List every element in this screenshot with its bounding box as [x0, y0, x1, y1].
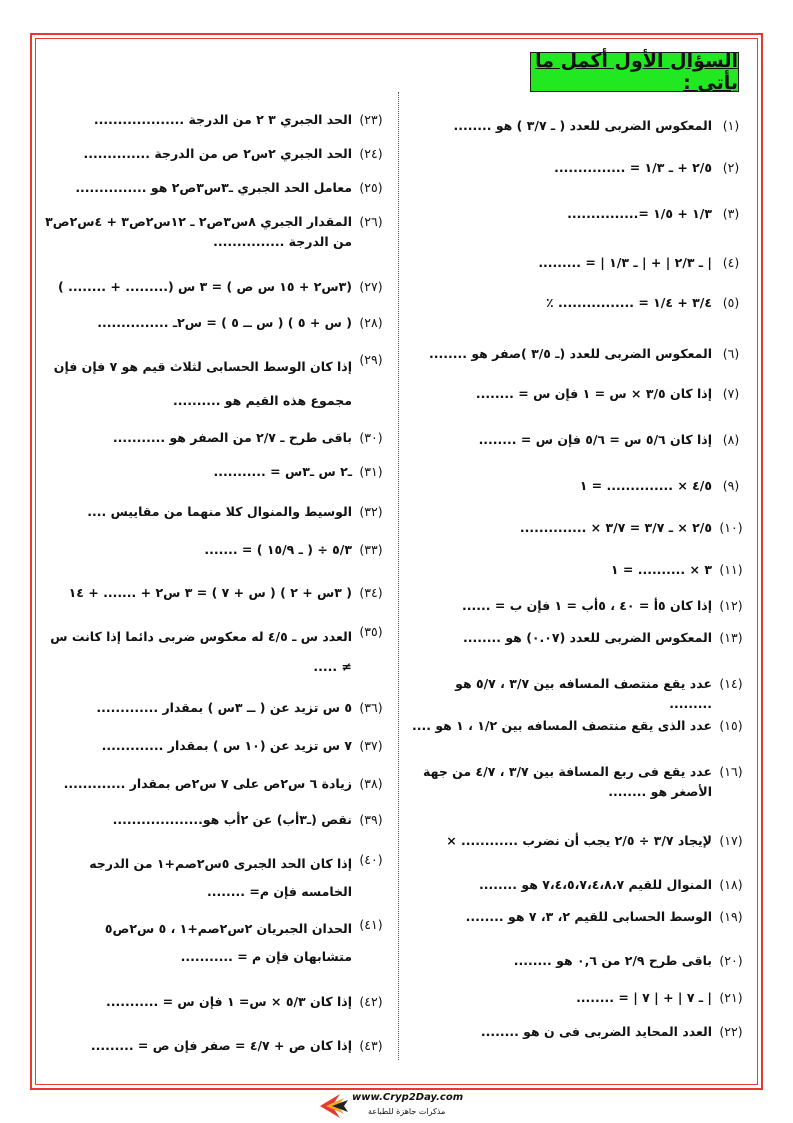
question-item — [42, 622, 390, 682]
item-text: | ـ ٧ | + | ٧ | = ........ — [576, 990, 712, 1005]
question-item — [410, 476, 750, 496]
item-number: (١) — [722, 118, 740, 133]
question-item — [42, 110, 390, 130]
item-text: ( س + ٥ ) ( س ــ ٥ ) = س٢ـ ............... — [97, 315, 352, 330]
question-item — [42, 350, 390, 418]
item-text: الوسيط والمنوال كلا منهما من مقاييس .... — [87, 504, 352, 519]
item-text: | ـ ٢/٣ | + | ـ ١/٣ | = ......... — [538, 255, 712, 270]
item-number: (٢٤) — [359, 146, 383, 161]
item-number: (٣٢) — [359, 504, 383, 519]
item-text: باقى طرح ـ ٢/٧ من الصفر هو ........... — [112, 430, 352, 445]
item-number: (١٤) — [719, 676, 743, 691]
item-text: العدد س ـ ٤/٥ له معكوس ضربى دائما إذا كانت س ≠ ..... — [50, 629, 352, 674]
item-text: عدد الذى يقع منتصف المسافه بين ١/٢ ، ١ هو .... — [411, 718, 712, 733]
item-number: (٣٩) — [359, 812, 383, 827]
item-number: (٢٦) — [359, 214, 383, 229]
question-item — [410, 951, 750, 971]
item-number: (٣٨) — [359, 776, 383, 791]
item-number: (٢٣) — [359, 112, 383, 127]
question-item — [410, 293, 750, 313]
item-text: إذا كان ٣/٥ × س = ١ فإن س = ........ — [475, 386, 712, 401]
item-number: (٣) — [722, 206, 740, 221]
item-text: إذا كان ٥/٣ × س= ١ فإن س = ........... — [106, 994, 352, 1009]
item-number: (١٧) — [719, 833, 743, 848]
item-number: (٢١) — [719, 990, 743, 1005]
question-item — [410, 907, 750, 927]
item-number: (٨) — [722, 432, 740, 447]
item-number: (٢٠) — [719, 953, 743, 968]
item-number: (٤١) — [359, 917, 383, 932]
item-text: (٣س٢ + ١٥ س ص ) = ٣ س (......... + ........ ) — [58, 279, 352, 294]
question-item — [42, 810, 390, 830]
item-text: المعكوس الضربى للعدد (ـ ٣/٥ )صفر هو ........ — [428, 346, 712, 361]
question-item — [42, 540, 390, 560]
item-number: (٣٣) — [359, 542, 383, 557]
item-number: (٢٢) — [719, 1024, 743, 1039]
question-item — [42, 502, 390, 522]
item-text: الحد الجبري ٢س٢ ص من الدرجة .............. — [83, 146, 352, 161]
question-item — [410, 988, 750, 1008]
question-item — [42, 915, 390, 971]
question-item — [410, 674, 750, 714]
question-item — [410, 253, 750, 273]
question-item — [410, 204, 750, 224]
item-number: (٣٥) — [359, 624, 383, 639]
item-number: (١٦) — [719, 764, 743, 779]
item-text: الحد الجبري ٣ ٢ من الدرجة ................... — [93, 112, 352, 127]
question-item — [42, 774, 390, 794]
item-text: ٢/٥ × ـ ٣/٧ = ٣/٧ × .............. — [519, 520, 712, 535]
item-number: (١٢) — [719, 598, 743, 613]
question-item — [42, 992, 390, 1012]
item-text: لإيجاد ٣/٧ ÷ ٢/٥ يجب أن نضرب ............ × — [446, 833, 712, 848]
question-item — [410, 762, 750, 802]
item-number: (٢٨) — [359, 315, 383, 330]
item-number: (٧) — [722, 386, 740, 401]
item-number: (١٠) — [719, 520, 743, 535]
item-text: المعكوس الضربى للعدد ( ـ ٣/٧ ) هو ........ — [453, 118, 712, 133]
item-text: ١/٣ + ١/٥ =............... — [567, 206, 712, 221]
question-item — [410, 875, 750, 895]
item-number: (٣٧) — [359, 738, 383, 753]
item-number: (١٩) — [719, 909, 743, 924]
item-text: ـ٢ س ـ٣س = ........... — [213, 464, 352, 479]
question-item — [410, 430, 750, 450]
question-item — [410, 716, 750, 736]
question-item — [410, 596, 750, 616]
item-number: (٦) — [722, 346, 740, 361]
item-number: (٣٠) — [359, 430, 383, 445]
item-text: المنوال للقيم ٧،٤،٥،٧،٤،٨،٧ هو ........ — [479, 877, 712, 892]
question-item — [42, 850, 390, 906]
question-item — [410, 518, 750, 538]
item-number: (٢٥) — [359, 180, 383, 195]
item-number: (٢٩) — [359, 352, 383, 367]
question-item — [42, 1036, 390, 1056]
item-text: نقص (ـ٣أب) عن ٢أب هو................... — [112, 812, 352, 827]
item-number: (٥) — [722, 295, 740, 310]
question-item — [410, 158, 750, 178]
item-number: (٤٢) — [359, 994, 383, 1009]
question-item — [42, 736, 390, 756]
item-number: (٣٤) — [359, 585, 383, 600]
question-title: السؤال الأول أكمل ما يأتى : — [535, 50, 738, 94]
question-item — [410, 384, 750, 404]
item-text: باقى طرح ٢/٩ من ٠,٦ هو ........ — [513, 953, 712, 968]
item-number: (٤) — [722, 255, 740, 270]
question-item — [42, 212, 390, 252]
item-number: (٤٠) — [359, 852, 383, 867]
item-number: (٣٦) — [359, 700, 383, 715]
item-text: عدد يقع منتصف المسافه بين ٣/٧ ، ٥/٧ هو ......... — [455, 676, 712, 711]
item-text: إذا كان الوسط الحسابى لثلاث قيم هو ٧ فإن فإن مجموع هذه القيم هو .......... — [53, 359, 352, 408]
item-text: زيادة ٦ س٢ص على ٧ س٢ص بمقدار ............. — [63, 776, 352, 791]
item-text: ٣/٤ + ١/٤ = ................ ٪ — [546, 295, 712, 310]
item-number: (٢٧) — [359, 279, 383, 294]
question-item — [410, 344, 750, 364]
item-text: الحدان الجبريان ٢س٢صم+١ ، ٥ س٢ص٥ متشابهان فإن م = ........... — [104, 921, 352, 964]
item-text: الوسط الحسابى للقيم ٢، ٣، ٧ هو ........ — [465, 909, 712, 924]
question-item — [42, 144, 390, 164]
item-text: ٤/٥ × .............. = ١ — [579, 478, 712, 493]
item-number: (١١) — [719, 562, 743, 577]
item-text: ( ٣س + ٢ ) ( س + ٧ ) = ٣ س٢ + ....... + ١٤ — [68, 585, 352, 600]
item-text: ٧ س تزيد عن (١٠ س ) بمقدار ............. — [101, 738, 352, 753]
question-item — [410, 116, 750, 136]
question-item — [410, 831, 750, 851]
item-text: ٣ × .......... = ١ — [610, 562, 712, 577]
item-number: (٤٣) — [359, 1038, 383, 1053]
item-text: ٥/٣ ÷ ( ـ ١٥/٩ ) = ....... — [204, 542, 352, 557]
question-item — [42, 277, 390, 297]
item-text: ٢/٥ + ـ ١/٣ = ............... — [554, 160, 712, 175]
column-divider — [398, 92, 399, 1060]
item-number: (٩) — [722, 478, 740, 493]
item-text: إذا كان ص + ٤/٧ = صفر فإن ص = ......... — [90, 1038, 352, 1053]
item-text: المعكوس الضربى للعدد (٠.٠٧) هو ........ — [463, 630, 712, 645]
question-title-box — [530, 52, 739, 92]
question-item — [410, 628, 750, 648]
question-item — [410, 1022, 750, 1042]
item-number: (٣١) — [359, 464, 383, 479]
item-number: (١٨) — [719, 877, 743, 892]
item-text: معامل الحد الجبري ـ٣س٣ص٢ هو ............... — [75, 180, 352, 195]
item-text: عدد يقع فى ربع المسافة بين ٣/٧ ، ٤/٧ من جهة الأصغر هو ........ — [422, 764, 712, 799]
question-item — [42, 583, 390, 603]
site-subtitle: مذكرات جاهزة للطباعة — [368, 1107, 446, 1116]
site-url[interactable]: www.Cryp2Day.com — [352, 1092, 464, 1103]
question-item — [42, 462, 390, 482]
item-text: ٥ س تزيد عن ( ــ ٣س ) بمقدار ............. — [96, 700, 352, 715]
item-text: المقدار الجبري ٨س٣ص٢ ـ ١٢س٢ص٣ + ٤س٢ص٣ من الدرجة ............... — [45, 214, 352, 249]
item-text: العدد المحايد الضربى فى ن هو ........ — [480, 1024, 712, 1039]
question-item — [42, 428, 390, 448]
item-text: إذا كان الحد الجبرى ٥س٢صم+١ من الدرجه الخامسه فإن م= ........ — [89, 856, 352, 899]
question-item — [410, 560, 750, 580]
item-number: (١٣) — [719, 630, 743, 645]
item-number: (٢) — [722, 160, 740, 175]
item-text: إذا كان ٥أ = ٤٠ ، ٥أب = ١ فإن ب = ...... — [462, 598, 712, 613]
question-item — [42, 698, 390, 718]
item-text: إذا كان ٥/٦ س = ٥/٦ فإن س = ........ — [478, 432, 712, 447]
item-number: (١٥) — [719, 718, 743, 733]
question-item — [42, 178, 390, 198]
question-item — [42, 313, 390, 333]
